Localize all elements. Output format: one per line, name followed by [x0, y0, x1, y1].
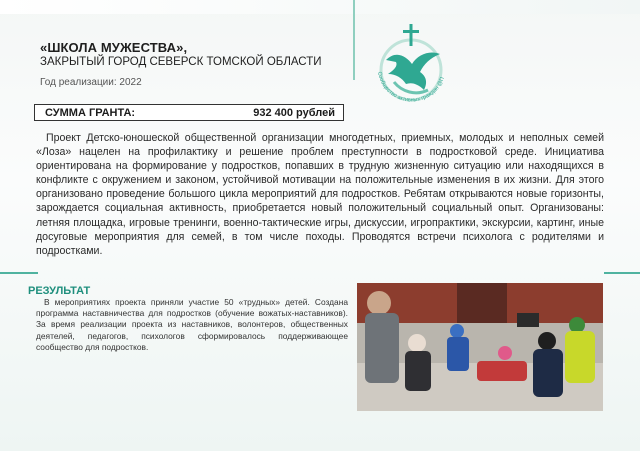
top-band	[0, 0, 640, 14]
project-title: «ШКОЛА МУЖЕСТВА»,	[40, 40, 188, 55]
event-photo	[357, 283, 603, 411]
title-block	[40, 40, 340, 88]
dove-cross-globe-logo-icon	[366, 20, 456, 116]
project-location: ЗАКРЫТЫЙ ГОРОД СЕВЕРСК ТОМСКОЙ ОБЛАСТИ	[40, 56, 322, 68]
grant-label: СУММА ГРАНТА:	[45, 106, 136, 119]
vertical-accent-line	[353, 0, 355, 80]
implementation-year: Год реализации: 2022	[40, 77, 142, 88]
project-description: Проект Детско-юношеской общественной организации многодетных, приемных, молодых и неполных семей «Лоза» нацелен на профилактику и решение проблем преступности в подростковой среде. Инициатива ориентирована на формирование у подростков, попавших в трудную жизненную ситуацию или находящихся в конфликте с окружением и законом, устойчивой мотивации на положительные изменения в их жизни. Для этого организовано проведение большого цикла мероприятий для подростков. Ребятам открываются новые горизонты, зарождается социальная активность, приобретается новый положительный социальный опыт. Организованы: летняя площадка, игровые тренинги, военно-тактические игры, дискуссии, игропрактики, экскурсии, картинг, иные досуговые мероприятия для семей, в том числе походы. Проводятся встречи психолога с родителями и подростками.	[36, 132, 604, 257]
result-heading: РЕЗУЛЬТАТ	[28, 285, 91, 297]
result-text: В мероприятиях проекта приняли участие 50 «трудных» детей. Создана программа наставничества для подростков (обучение вожатых-наставников). За время реализации проекта из наставников, волонтеров, общественных деятелей, педагогов, психологов сформировалось поддерживающее сообщество для подростков.	[36, 297, 348, 352]
section-divider-left	[0, 272, 38, 274]
grant-amount-box	[34, 104, 344, 121]
grant-value: 932 400 рублей	[253, 106, 335, 119]
logo-caption: Сообщество активных граждан @П	[375, 71, 446, 104]
section-divider-right	[604, 272, 640, 274]
